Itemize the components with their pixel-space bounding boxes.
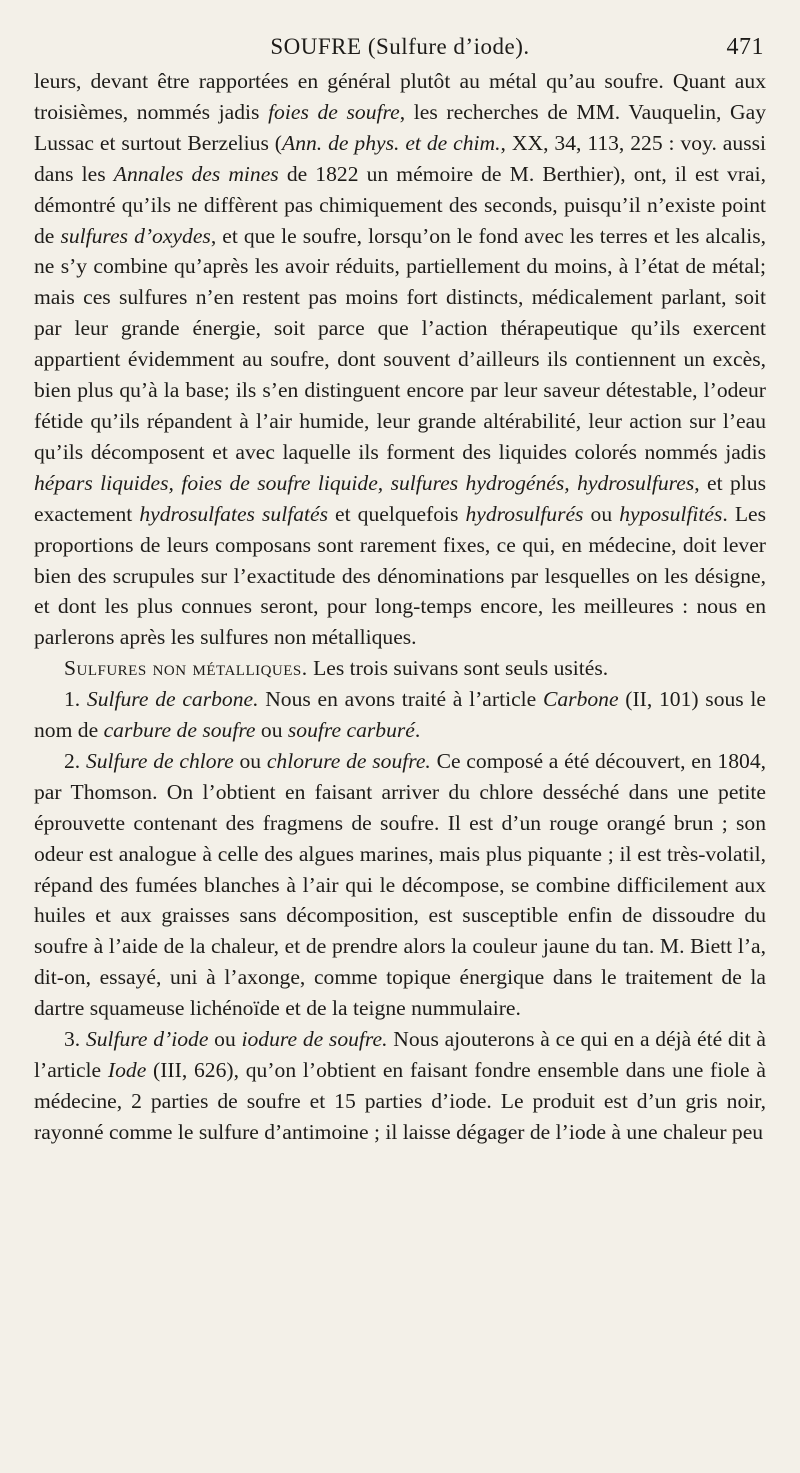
text-run: Les trois suivans sont seuls usités. [307,656,609,681]
text-run: , et que le soufre, lorsqu’on le fond avec les terres et les alcalis, ne s’y combine qu’après les avoir réduits, partiellement du moins, à l’état de métal; mais ces sulfures n’en restent pas moins fort distincts, médicalement parlant, soit par leur grande énergie, soit parce que l’action thérapeutique qu’ils exercent appartient évidemment au soufre, dont souvent d’ailleurs ils contiennent un excès, bien plus qu’à la base; ils s’en distinguent encore par leur saveur détestable, l’odeur fétide qu’ils répandent à l’air humide, leur grande altérabilité, leur action sur l’eau qu’ils décomposent et avec laquelle ils forment des liquides colorés nommés jadis [34,223,767,464]
entry-sulfure-de-carbone [34,684,766,746]
page-header [34,26,766,66]
entry-sulfure-de-chlore [34,746,766,1024]
text-run: ou [208,1027,242,1052]
text-run: (II, 101) sous le nom de [34,687,766,743]
text-run: . [414,718,421,743]
entry-title: Sulfure de chlore [85,748,234,773]
entry-sulfure-d-iode [34,1024,766,1148]
paragraph-continuation [34,66,766,653]
entry-title: Sulfure d’iode [85,1027,209,1052]
italic-term: sulfures d’oxydes [60,223,211,248]
italic-term: hydrosulfates sulfatés [139,501,328,526]
text-run: (III, 626), qu’on l’obtient en faisant fondre ensemble dans une fiole à médecine, 2 parties de soufre et 15 parties d’iode. Le produit est d’un gris noir, rayonné comme le sulfure d’antimoine ; il laisse dégager de l’iode à une chaleur peu [34,1058,766,1144]
text-run: Nous ajouterons à ce qui en a déjà été dit à l’article [34,1027,767,1082]
entry-number: 1. [64,687,87,712]
text-run: . Les proportions de leurs composans sont rarement fixes, ce qui, en médecine, doit lever bien des scrupules sur l’exactitude des dénominations par lesquelles on les désigne, et dont les plus connues seront, pour long-temps encore, les meilleures : nous en parlerons après les sulfures non métalliques. [34,501,766,650]
text-run: ou [255,718,288,743]
text-run: Nous en avons traité à l’article [258,687,543,712]
italic-term: hyposulfités [619,501,723,526]
text-run: leurs, devant être rapportées en général plutôt au métal qu’au soufre. Quant aux troisièmes, nommés jadis [34,69,766,124]
running-title: SOUFRE (Sulfure d’iode). [270,34,530,59]
text-run: Ce composé a été découvert, en 1804, par Thomson. On l’obtient en faisant arriver du chlore desséché dans une petite éprouvette contenant des fragmens de soufre. Il est d’un rouge orangé brun ; son odeur est analogue à celle des algues marines, mais plus piquante ; il est très-volatil, répand des fumées blanches à l’air qui le décompose, se combine difficilement aux huiles et aux graisses sans décomposition, est susceptible enfin de dissoudre du soufre à l’aide de la chaleur, et de prendre alors la couleur jaune du tan. M. Biett l’a, dit-on, essayé, uni à l’axonge, comme topique énergique dans le traitement de la dartre squameuse lichénoïde et de la teigne nummulaire. [34,748,767,1021]
body-text [34,66,766,1148]
text-run: et quelquefois [327,501,466,526]
italic-term: hydrosulfurés [465,501,584,526]
italic-term: carbure de soufre [103,718,256,743]
text-run: de 1822 un mémoire de M. Berthier), ont, il est vrai, démontré qu’ils ne diffèrent pas chimiquement des seconds, puisqu’il n’existe point de [34,161,767,248]
text-run: , les recherches de MM. Vauquelin, Gay Lussac et surtout Berzelius ( [34,99,767,155]
text-run: , XX, 34, 113, 225 : voy. aussi dans les [34,130,766,186]
italic-term: soufre carburé [287,718,415,743]
italic-term: foies de soufre [268,99,400,124]
citation-journal: Ann. de phys. et de chim. [282,130,501,155]
page-number: 471 [726,34,764,60]
text-run: ou [583,501,620,526]
text-run: ou [233,748,267,773]
entry-number: 2. [64,748,86,773]
entry-number: 3. [64,1027,86,1052]
entry-title: chlorure de soufre. [266,748,431,773]
entry-title: Sulfure de carbone. [86,687,259,712]
italic-term: hépars liquides, foies de soufre liquide, sulfures hydrogénés, hydrosulfures [34,470,695,495]
cross-reference: Carbone [542,687,619,712]
citation-journal: Annales des mines [113,161,279,186]
section-heading-paragraph [34,653,766,684]
entry-title: iodure de soufre. [241,1027,388,1052]
section-heading: Sulfures non métalliques. [64,656,308,681]
text-run: , et plus exactement [34,470,766,526]
cross-reference: Iode [107,1058,147,1082]
